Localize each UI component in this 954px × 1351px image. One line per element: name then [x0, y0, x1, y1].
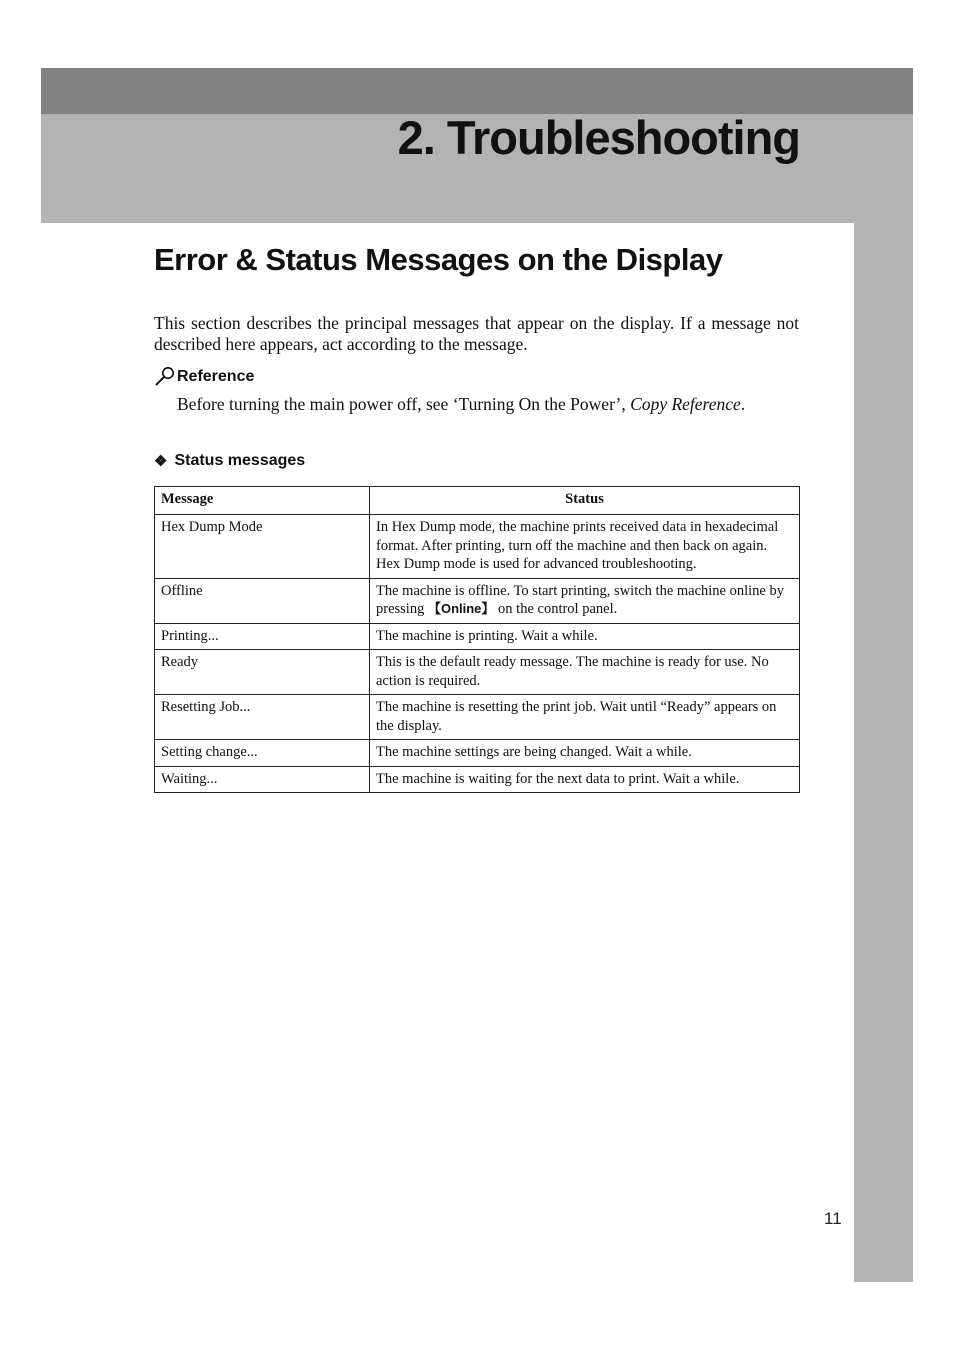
table-row [155, 766, 800, 793]
column-header-status: Status [370, 487, 800, 515]
message-cell: Printing... [155, 623, 370, 650]
message-cell: Setting change... [155, 740, 370, 767]
message-cell: Hex Dump Mode [155, 515, 370, 579]
table-row [155, 623, 800, 650]
status-cell [370, 578, 800, 623]
status-cell: In Hex Dump mode, the machine prints received data in hexadecimal format. After printing, turn off the machine and then back on again. Hex Dump mode is used for advanced troubleshooting. [370, 515, 800, 579]
magnifier-icon [154, 366, 176, 386]
message-cell: Offline [155, 578, 370, 623]
status-cell: The machine settings are being changed. Wait a while. [370, 740, 800, 767]
section-title: Error & Status Messages on the Display [154, 242, 723, 277]
reference-heading [154, 366, 254, 386]
status-messages-table [154, 486, 800, 793]
message-cell: Resetting Job... [155, 695, 370, 740]
status-cell: The machine is printing. Wait a while. [370, 623, 800, 650]
table-row [155, 578, 800, 623]
intro-paragraph: This section describes the principal messages that appear on the display. If a message not described here appears, act according to the message. [154, 313, 799, 354]
reference-text-end: . [740, 394, 746, 414]
online-key: 【Online】 [427, 601, 495, 616]
column-header-message: Message [155, 487, 370, 515]
page-number: 11 [824, 1209, 842, 1228]
table-row [155, 515, 800, 579]
side-strip [854, 223, 913, 1282]
status-cell: The machine is resetting the print job. Wait until “Ready” appears on the display. [370, 695, 800, 740]
status-text: The machine is offline. To start printing, switch the machine online by pressing [376, 582, 784, 617]
status-messages-heading [154, 452, 305, 470]
chapter-title: 2. Troubleshooting [397, 111, 800, 164]
reference-label: Reference [177, 368, 255, 385]
table-row [155, 650, 800, 695]
table-row [155, 740, 800, 767]
reference-link-title: Copy Reference [630, 394, 741, 414]
status-messages-title: Status messages [174, 452, 306, 469]
reference-text [177, 394, 799, 415]
table-row [155, 695, 800, 740]
reference-text-main: Before turning the main power off, see ‘Turning On the Power’, [177, 394, 631, 414]
header-top-bar [41, 68, 913, 114]
message-cell: Ready [155, 650, 370, 695]
status-text-end: on the control panel. [494, 601, 618, 617]
diamond-bullet-icon: ❖ [154, 453, 168, 470]
table-header-row [155, 487, 800, 515]
message-cell: Waiting... [155, 766, 370, 793]
status-cell: This is the default ready message. The machine is ready for use. No action is required. [370, 650, 800, 695]
status-cell: The machine is waiting for the next data to print. Wait a while. [370, 766, 800, 793]
